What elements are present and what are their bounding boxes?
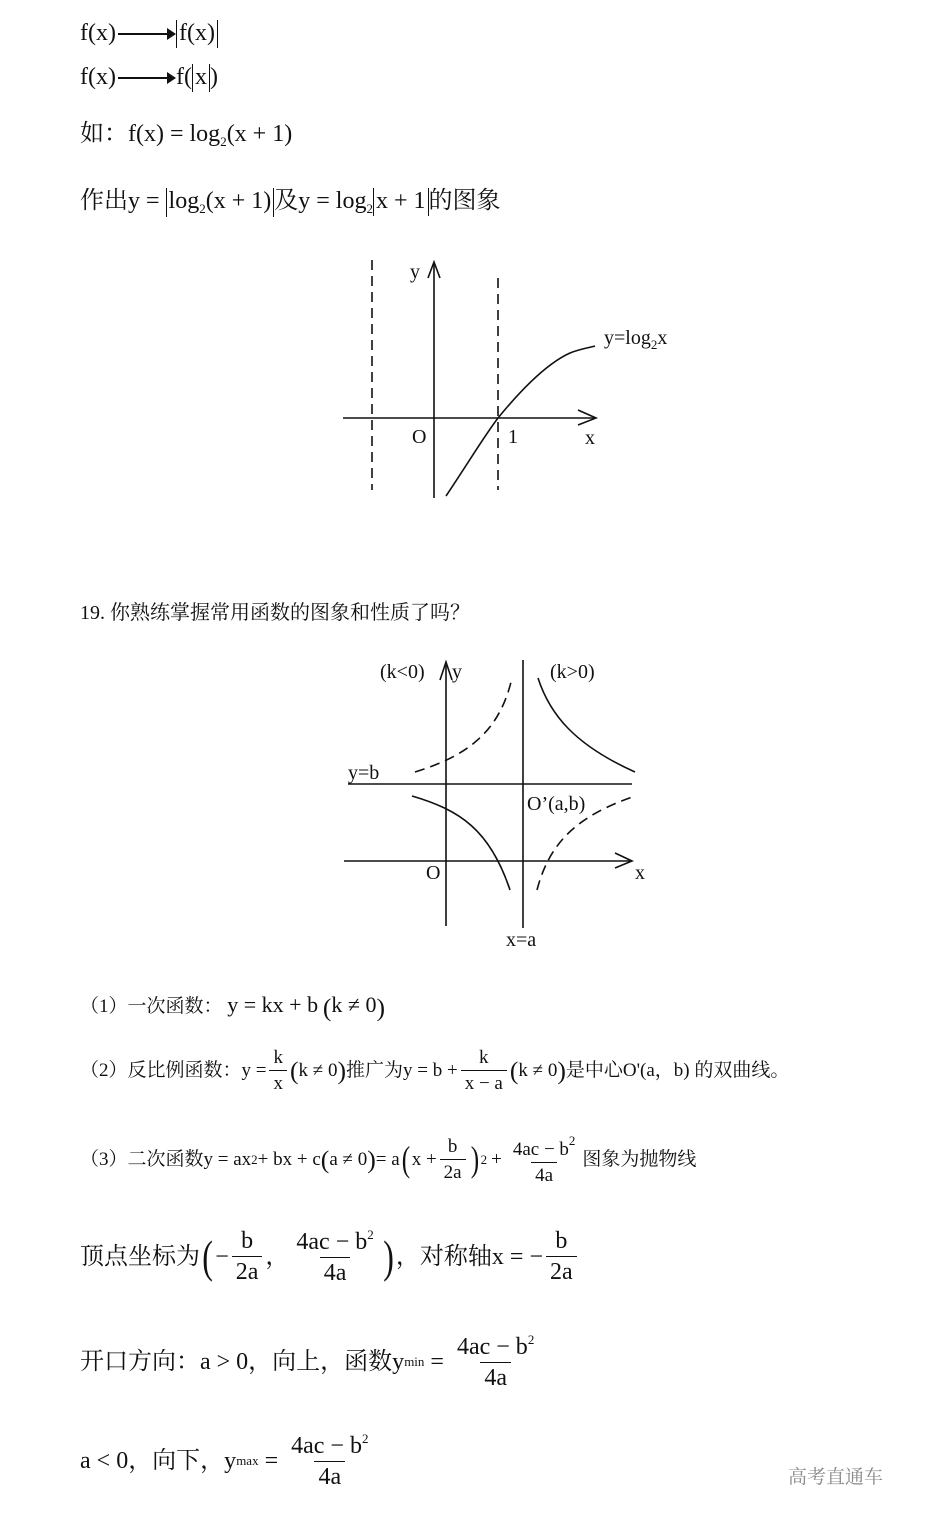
abs-value bbox=[373, 188, 429, 216]
log-curve bbox=[446, 346, 595, 496]
fraction bbox=[509, 1134, 580, 1185]
k-pos-label: (k>0) bbox=[550, 661, 595, 683]
opening-up-line bbox=[80, 1333, 541, 1390]
transform-lhs: f(x) bbox=[80, 20, 116, 46]
log: log bbox=[168, 188, 200, 214]
fraction bbox=[232, 1229, 263, 1284]
item-inverse: （2）反比例函数： y = $\frac{k}{x}$ ( k ≠ 0 ) 推广为y = b + $\frac{k}{x - a}$ ( k ≠ 0 ) 是中心O'(a，b) 的双曲线。 bbox=[80, 1047, 790, 1094]
eq: = bbox=[264, 1447, 279, 1474]
abs-value bbox=[166, 188, 275, 217]
minus: − bbox=[215, 1243, 229, 1270]
subscript: min bbox=[404, 1354, 425, 1369]
vertex-label: 顶点坐标为 bbox=[80, 1243, 200, 1270]
eq: = bbox=[430, 1348, 444, 1375]
numerator: 4ac − b bbox=[296, 1229, 368, 1255]
x-label: x bbox=[635, 862, 645, 884]
arrow-icon bbox=[118, 77, 174, 79]
denominator: 2a bbox=[440, 1159, 466, 1182]
fraction bbox=[453, 1333, 538, 1390]
vline-label: x=a bbox=[506, 929, 537, 951]
numerator: k bbox=[273, 1047, 283, 1068]
watermark: 高考直通车 bbox=[788, 1466, 884, 1488]
denominator: 4a bbox=[314, 1461, 345, 1489]
curve-k-pos-upper bbox=[538, 678, 635, 772]
transform-lhs: f(x) bbox=[80, 64, 116, 90]
arrow-icon bbox=[118, 33, 174, 35]
opening-label: a < 0，向下，y bbox=[80, 1447, 237, 1474]
transform-abs-f bbox=[80, 20, 218, 48]
paren-open: ( bbox=[322, 992, 332, 1022]
condition: a ≠ 0 bbox=[329, 1149, 368, 1170]
curve-label: $y=\log_2x$ bbox=[604, 327, 668, 352]
abs-value bbox=[176, 20, 218, 48]
exponent: 2 bbox=[480, 1152, 488, 1167]
fraction bbox=[269, 1048, 287, 1093]
paren-close: ) bbox=[376, 992, 386, 1022]
numerator: k bbox=[479, 1047, 489, 1068]
opening-label: 开口方向：a > 0，向上，函数y bbox=[80, 1348, 405, 1375]
transform-rhs: f(x) bbox=[178, 20, 215, 46]
hyperbola-graph bbox=[330, 640, 660, 960]
transform-rhs-abs: x bbox=[194, 64, 207, 90]
condition: k ≠ 0 bbox=[331, 992, 377, 1017]
fraction bbox=[287, 1432, 372, 1489]
example-arg: (x + 1) bbox=[226, 121, 293, 147]
item-quadratic: （3）二次函数 y = ax 2 + bx + c ( a ≠ 0 ) = a ( x + $\frac{b}{2a}$ ) 2 + $\frac{4ac - b^2}{4a}$ 图象为抛物线 bbox=[80, 1133, 697, 1186]
tick-label: 1 bbox=[508, 426, 518, 448]
exponent: 2 bbox=[367, 1227, 374, 1242]
item-label: （3）二次函数 bbox=[80, 1149, 204, 1170]
item-label: （2）反比例函数： bbox=[80, 1060, 242, 1081]
generalized: 推广为y = b + bbox=[346, 1060, 458, 1081]
fraction bbox=[546, 1229, 577, 1284]
denominator: x − a bbox=[461, 1070, 507, 1093]
question-19: 19. 你熟练掌握常用函数的图象和性质了吗？ bbox=[80, 602, 470, 624]
example-prefix: 如： bbox=[80, 121, 128, 147]
inner: x + bbox=[411, 1149, 437, 1170]
k-neg-label: (k<0) bbox=[380, 661, 425, 683]
y-label: y bbox=[410, 261, 420, 283]
formula: y = kx + b bbox=[227, 992, 319, 1017]
abs-arg: x + 1 bbox=[375, 188, 426, 214]
denominator: 4a bbox=[480, 1362, 511, 1390]
numerator: 4ac − b bbox=[291, 1433, 362, 1459]
exponent: 2 bbox=[568, 1133, 576, 1148]
suffix: 图象为抛物线 bbox=[582, 1149, 697, 1170]
center-label: O’(a,b) bbox=[527, 793, 586, 815]
vertex-line: 顶点坐标为 ( − $\frac{b}{2a}$ ， $\frac{4ac - b^2}{4a}$ ) ，对称轴x = − $\frac{b}{2a}$ bbox=[80, 1228, 580, 1285]
denominator: 2a bbox=[232, 1256, 263, 1284]
numerator: 4ac − b bbox=[456, 1334, 528, 1360]
origin-label: O bbox=[412, 426, 427, 448]
y-eq: y = bbox=[241, 1060, 267, 1081]
denominator: 4a bbox=[531, 1162, 557, 1185]
exponent: 2 bbox=[527, 1332, 535, 1347]
lhs: y = ax bbox=[203, 1149, 252, 1170]
denominator: x bbox=[269, 1070, 287, 1093]
item-linear bbox=[80, 994, 385, 1020]
log-base: 2 bbox=[220, 134, 227, 149]
fraction bbox=[461, 1048, 507, 1093]
curve-k-neg-upper bbox=[415, 678, 512, 772]
denominator: 2a bbox=[546, 1256, 577, 1284]
rest: + bx + c bbox=[257, 1149, 321, 1170]
task-line bbox=[80, 188, 501, 217]
denominator: 4a bbox=[320, 1257, 351, 1285]
axis-of-symmetry: ，对称轴x = − bbox=[395, 1243, 543, 1270]
subscript: max bbox=[236, 1453, 259, 1468]
comma: ， bbox=[265, 1243, 290, 1270]
example-lhs: f(x) = log bbox=[128, 121, 221, 147]
log-base: 2 bbox=[199, 201, 206, 216]
log-graph bbox=[330, 250, 690, 510]
opening-down-line bbox=[80, 1432, 375, 1489]
transform-rhs-pre: f( bbox=[175, 64, 192, 90]
task-suffix: 的图象 bbox=[428, 188, 501, 214]
log-base: 2 bbox=[366, 201, 373, 216]
numerator: 4ac − b bbox=[512, 1139, 569, 1160]
numerator: b bbox=[555, 1228, 568, 1254]
item-label: （1）一次函数： bbox=[80, 996, 223, 1017]
transform-rhs-post: ) bbox=[209, 64, 218, 90]
condition: k ≠ 0 bbox=[518, 1060, 558, 1081]
log-arg: (x + 1) bbox=[205, 188, 272, 214]
transform-abs-x bbox=[80, 64, 218, 92]
y-label: y bbox=[452, 661, 462, 683]
task-mid: 及y = log bbox=[274, 188, 367, 214]
task-prefix: 作出y = bbox=[80, 188, 166, 214]
abs-value bbox=[192, 64, 210, 92]
exponent: 2 bbox=[251, 1152, 258, 1167]
fraction bbox=[440, 1137, 466, 1182]
condition: k ≠ 0 bbox=[298, 1060, 338, 1081]
x-label: x bbox=[585, 427, 595, 449]
example-line bbox=[80, 122, 292, 148]
suffix: 是中心O'(a，b) 的双曲线。 bbox=[565, 1060, 790, 1081]
numerator: b bbox=[241, 1228, 254, 1254]
plus: + bbox=[491, 1149, 502, 1170]
origin-label: O bbox=[426, 862, 441, 884]
eq: = a bbox=[375, 1149, 400, 1170]
numerator: b bbox=[447, 1136, 458, 1157]
hline-label: y=b bbox=[348, 762, 380, 784]
fraction bbox=[292, 1228, 377, 1285]
exponent: 2 bbox=[361, 1431, 369, 1446]
